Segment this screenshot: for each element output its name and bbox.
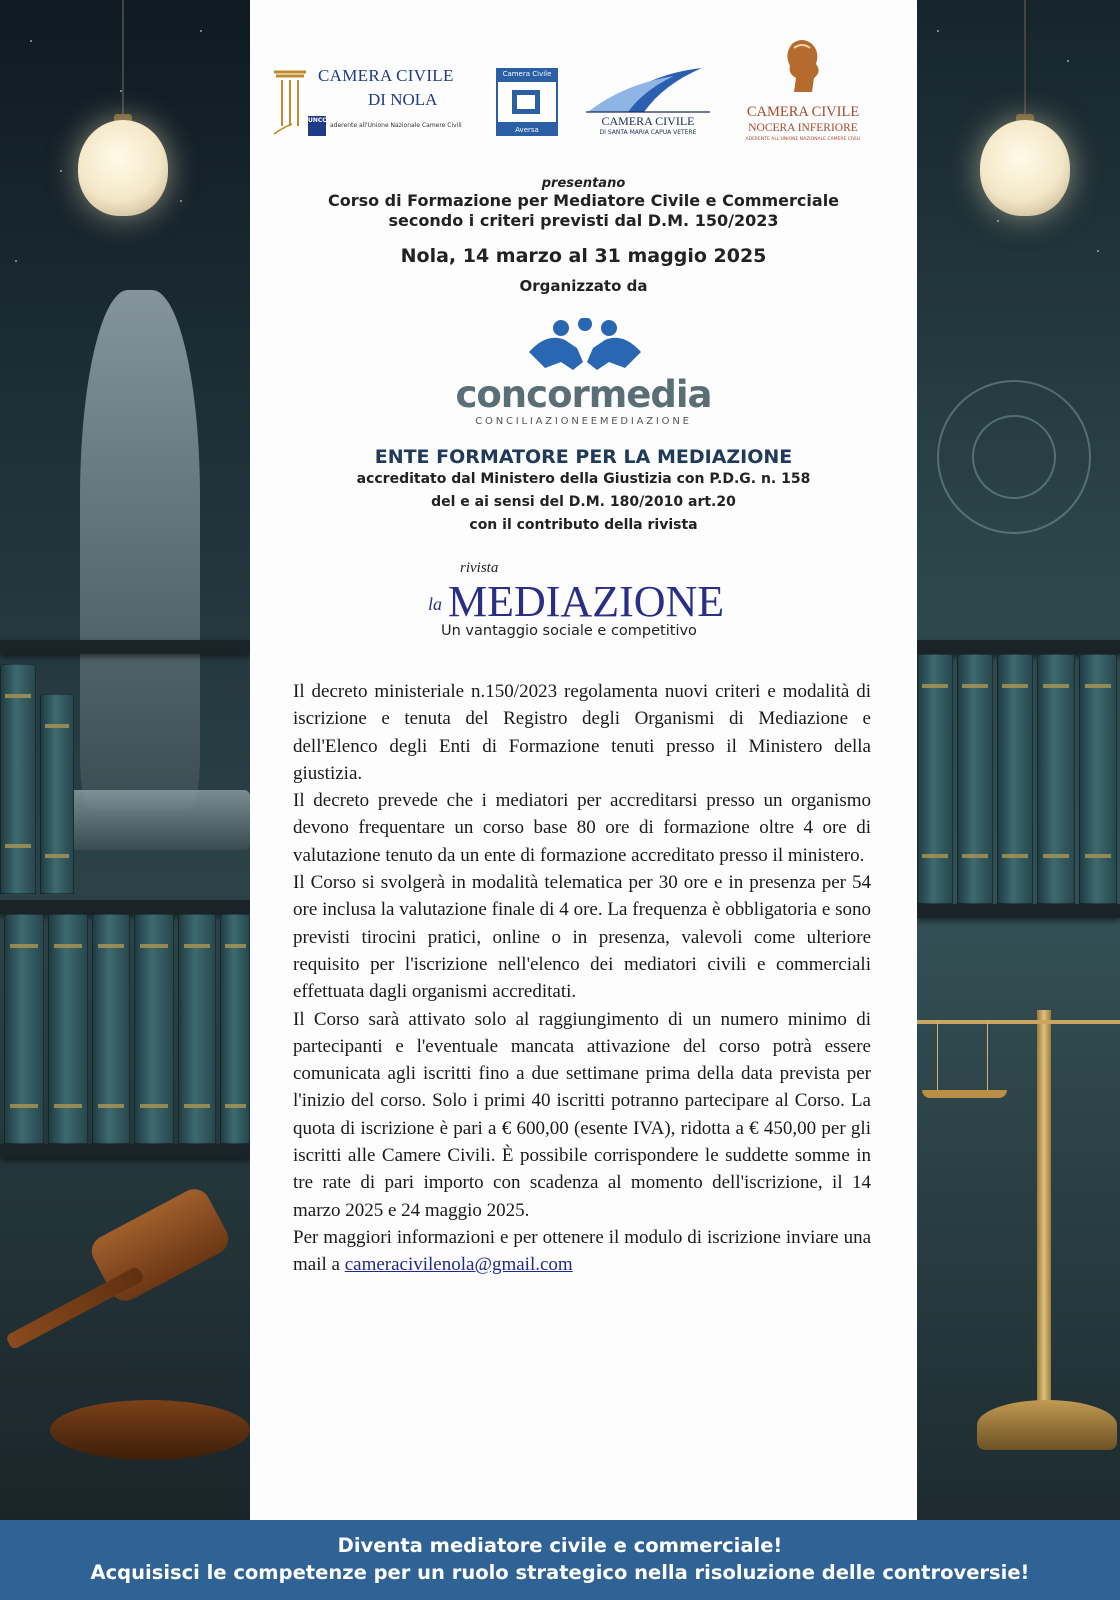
course-header xyxy=(250,176,917,295)
aversa-bottom: Aversa xyxy=(496,124,558,136)
left-decoration-panel xyxy=(0,0,250,1520)
ente-line2: del e ai sensi del D.M. 180/2010 art.20 xyxy=(431,494,736,510)
email-link[interactable]: cameracivilenola@gmail.com xyxy=(344,1254,573,1276)
ente-formatore-block xyxy=(250,446,917,537)
rivista-small-label: rivista xyxy=(460,560,499,576)
right-decoration-panel xyxy=(917,0,1120,1520)
contact-text: Per maggiori informazioni e per ottenere il modulo di iscrizione inviare una mail a xyxy=(293,1226,871,1276)
course-date: Nola, 14 marzo al 31 maggio 2025 xyxy=(400,245,767,267)
logo-camera-civile-smcv xyxy=(584,64,712,142)
nola-subtitle: aderente all'Unione Nazionale Camere Civili xyxy=(330,122,462,129)
ente-title: ENTE FORMATORE PER LA MEDIAZIONE xyxy=(374,446,793,468)
rivista-la: la xyxy=(428,594,443,614)
rivista-tagline: Un vantaggio sociale e competitivo xyxy=(441,623,697,639)
logo-concormedia xyxy=(250,318,917,430)
banner-line2: Acquisisci le competenze per un ruolo strategico nella risoluzione delle controversie! xyxy=(90,1561,1030,1584)
paragraph-modalities: Il Corso si svolgerà in modalità telematica per 30 ore e in presenza per 54 ore inclusa la valutazione finale di 4 ore. La frequenza è obbligatoria e sono previsti tirocini pratici, online o in presenza, valevoli come ulteriore requisito per l'iscrizione nell'elenco dei mediatori civili e commerciali effettuata dagli organismi accreditati. xyxy=(293,872,871,1003)
concormedia-subtitle: CONCILIAZIONEEMEDIAZIONE xyxy=(475,416,692,427)
banner-line1: Diventa mediatore civile e commerciale! xyxy=(337,1534,783,1557)
organized-by-label: Organizzato da xyxy=(519,277,648,295)
aversa-top: Camera Civile xyxy=(496,68,558,80)
presentano-label: presentano xyxy=(541,176,626,191)
logo-rivista-la-mediazione xyxy=(250,560,917,650)
flyer-main-column xyxy=(250,0,917,1520)
smcv-line2: DI SANTA MARIA CAPUA VETERE xyxy=(599,129,697,136)
logo-camera-civile-nola xyxy=(272,66,472,146)
nocera-subtitle: ADERENTE ALL'UNIONE NAZIONALE CAMERE CIVILI xyxy=(745,137,861,142)
course-title-line2: secondo i criteri previsti dal D.M. 150/2023 xyxy=(388,211,779,230)
concormedia-name: concormedia xyxy=(455,373,712,416)
nocera-line2: NOCERA INFERIORE xyxy=(748,122,858,134)
scale-of-justice-icon xyxy=(1037,1010,1051,1410)
rivista-title: MEDIAZIONE xyxy=(448,577,725,626)
ente-line1: accreditato dal Ministero della Giustizia con P.D.G. n. 158 xyxy=(356,471,811,487)
lamp-icon xyxy=(78,120,168,216)
nola-line1: CAMERA CIVILE xyxy=(318,66,454,85)
course-title-line1: Corso di Formazione per Mediatore Civile e Commerciale xyxy=(327,191,840,210)
nola-line2: DI NOLA xyxy=(368,90,438,109)
classical-head-icon xyxy=(778,38,824,94)
logo-camera-civile-nocera xyxy=(728,38,878,148)
wave-emblem-icon xyxy=(584,64,712,114)
nocera-line1: CAMERA CIVILE xyxy=(746,104,860,120)
concormedia-people-icon xyxy=(525,318,645,374)
call-to-action-banner xyxy=(0,1520,1120,1600)
columns-icon xyxy=(272,66,308,136)
aversa-emblem-icon xyxy=(512,90,540,114)
course-description xyxy=(293,678,871,1279)
paragraph-decree: Il decreto ministeriale n.150/2023 regolamenta nuovi criteri e modalità di iscrizione e tenuta del Registro degli Organismi di Mediazione e dell'Elenco degli Enti di Formazione tenuti presso il Ministero della giustizia. xyxy=(293,681,871,784)
logo-camera-civile-aversa xyxy=(496,68,558,138)
ente-line3: con il contributo della rivista xyxy=(469,517,698,533)
uncc-badge: UNCC xyxy=(308,116,326,136)
smcv-line1: CAMERA CIVILE xyxy=(601,114,695,128)
paragraph-requirements: Il decreto prevede che i mediatori per accreditarsi presso un organismo devono frequentare un corso base 80 ore di formazione oltre 4 ore di valutazione tenuto da un ente di formazione accreditato presso il ministero. xyxy=(293,790,871,866)
paragraph-activation-fees: Il Corso sarà attivato solo al raggiungimento di un numero minimo di partecipanti e l'eventuale mancata attivazione del corso potrà essere comunicata agli iscritti fino a due settimane prima della data prevista per l'inizio del corso. Solo i primi 40 iscritti potranno partecipare al Corso. La quota di iscrizione è pari a € 600,00 (esente IVA), ridotta a € 450,00 per gli iscritti alle Camere Civili. È possibile corrispondere le suddette somme in tre rate di pari importo con scadenza al momento dell'iscrizione, il 14 marzo 2025 e 24 maggio 2025. xyxy=(293,1008,871,1221)
paragraph-contact xyxy=(293,1224,871,1279)
lamp-icon xyxy=(980,120,1070,216)
partner-logos xyxy=(250,38,917,158)
